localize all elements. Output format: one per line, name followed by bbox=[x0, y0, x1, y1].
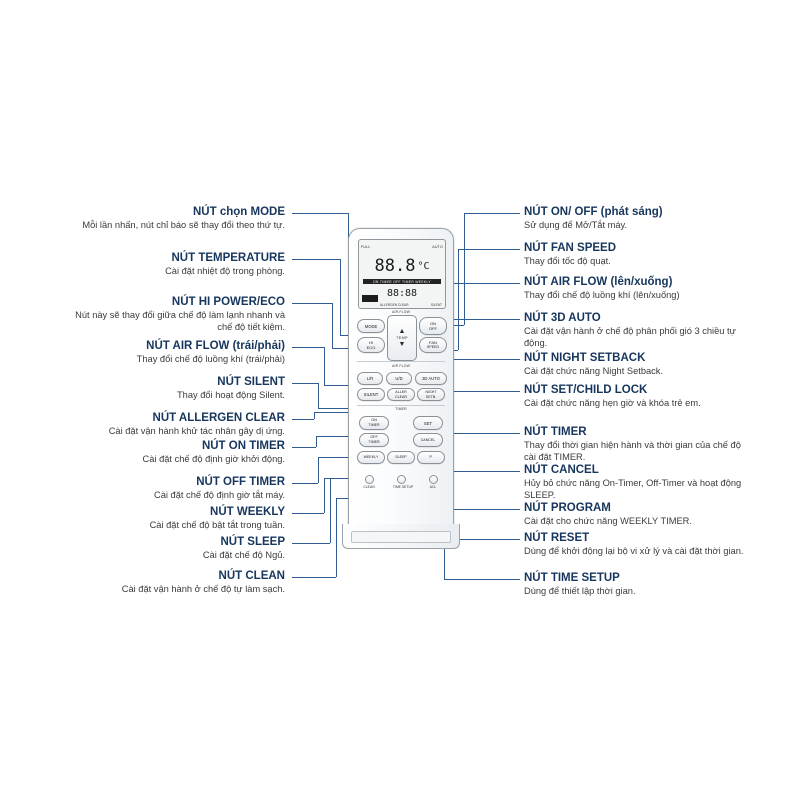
leader-line bbox=[292, 303, 332, 304]
leader-line bbox=[444, 579, 520, 580]
callout-title: NÚT PROGRAM bbox=[524, 502, 611, 514]
leader-line bbox=[336, 498, 337, 577]
callout-desc: Cài đặt vận hành ở chế độ tự làm sạch. bbox=[121, 584, 285, 594]
callout-desc: Cài đặt vận hành khử tác nhân gây dị ứng. bbox=[108, 426, 285, 436]
callout-title: NÚT CANCEL bbox=[524, 464, 599, 476]
callout-time-setup bbox=[524, 572, 754, 598]
callout-off-timer bbox=[70, 476, 285, 502]
leader-line bbox=[292, 213, 348, 214]
callout-on-off bbox=[524, 206, 754, 232]
callout-desc: Thay đổi tốc độ quạt. bbox=[524, 256, 611, 266]
leader-line bbox=[292, 577, 336, 578]
set-label: SET bbox=[423, 420, 433, 426]
remote-holder bbox=[342, 524, 460, 549]
leader-line bbox=[340, 259, 341, 335]
callout-weekly bbox=[70, 506, 285, 532]
callout-title: NÚT RESET bbox=[524, 532, 590, 544]
callout-desc: Cài đặt chức năng hẹn giờ và khóa trẻ em. bbox=[524, 398, 701, 408]
leader-line bbox=[464, 213, 465, 325]
callout-reset bbox=[524, 532, 754, 558]
lcd-footer-row bbox=[362, 302, 442, 307]
callout-title: NÚT CLEAN bbox=[218, 570, 285, 582]
callout-set-child-lock bbox=[524, 384, 754, 410]
remote-body bbox=[348, 228, 454, 530]
temperature-pad[interactable] bbox=[387, 315, 417, 361]
sleep-button[interactable] bbox=[387, 451, 415, 464]
on-off-button-label-2: OFF bbox=[429, 326, 437, 331]
clear-label: CLEAR bbox=[395, 394, 407, 399]
weekly-label: WEEKLY bbox=[363, 455, 379, 459]
callout-air-flow-lr bbox=[70, 340, 285, 366]
callout-title: NÚT HI POWER/ECO bbox=[171, 296, 285, 308]
callout-title: NÚT AIR FLOW (lên/xuống) bbox=[524, 276, 673, 288]
lcd-allergen-indicator: ALLERGEN CLEAR bbox=[380, 302, 409, 307]
callout-desc: Cài đặt chế độ bật tắt trong tuần. bbox=[149, 520, 285, 530]
setback-label: SETB. bbox=[425, 394, 437, 399]
lcd-top-row bbox=[361, 242, 443, 252]
silent-label: SILENT bbox=[363, 392, 379, 397]
callout-3d-auto bbox=[524, 312, 754, 349]
silent-button[interactable] bbox=[357, 388, 385, 401]
callout-desc: Thay đổi chế độ luồng khí (lên/xuống) bbox=[524, 290, 680, 300]
lcd-silent-indicator: SILENT bbox=[430, 302, 442, 307]
cancel-button[interactable] bbox=[413, 433, 443, 447]
callout-title: NÚT TEMPERATURE bbox=[171, 252, 285, 264]
set-button[interactable] bbox=[413, 416, 443, 430]
leader-line bbox=[318, 457, 319, 483]
on-timer-button[interactable] bbox=[359, 416, 389, 430]
callout-desc: Thay đổi chế độ luồng khí (trái/phải) bbox=[136, 354, 285, 364]
time-setup-button[interactable] bbox=[397, 475, 406, 484]
leader-line bbox=[446, 319, 520, 320]
leader-line bbox=[292, 543, 330, 544]
on-off-button[interactable] bbox=[419, 317, 447, 335]
divider bbox=[357, 361, 445, 362]
callout-fan-speed bbox=[524, 242, 754, 268]
temp-label: TEMP bbox=[396, 336, 408, 340]
callout-desc: Thay đổi thời gian hiện hành và thời gian của chế độ cài đặt TIMER. bbox=[524, 440, 741, 462]
temp-down-button[interactable]: ▼ bbox=[398, 341, 406, 348]
callout-night-setback bbox=[524, 352, 754, 378]
callout-desc: Dùng để thiết lập thời gian. bbox=[524, 586, 636, 596]
callout-clean bbox=[70, 570, 285, 596]
air-flow-ud-button[interactable] bbox=[386, 372, 412, 385]
timer-group-label: TIMER bbox=[395, 407, 407, 411]
callout-title: NÚT chọn MODE bbox=[193, 206, 285, 218]
leader-line bbox=[330, 478, 331, 543]
lcd-main-row bbox=[363, 254, 441, 278]
divider bbox=[357, 405, 445, 406]
callout-desc: Dùng để khởi động lại bộ vi xử lý và cài đặt thời gian. bbox=[524, 546, 744, 556]
on-timer-label: TIMER bbox=[368, 423, 380, 427]
remote-control bbox=[348, 228, 452, 548]
leader-line bbox=[292, 483, 318, 484]
leader-line bbox=[464, 213, 520, 214]
leader-line bbox=[324, 478, 325, 513]
lcd-mode-indicator: FULL bbox=[361, 245, 371, 249]
hi-label: HI bbox=[369, 340, 373, 345]
callout-sleep bbox=[70, 536, 285, 562]
lcd-display bbox=[358, 239, 446, 309]
leader-line bbox=[318, 383, 319, 408]
callout-air-flow-ud bbox=[524, 276, 754, 302]
callout-desc: Nút này sẽ thay đổi giữa chế độ làm lạnh nhanh và chế độ tiết kiệm. bbox=[75, 310, 285, 332]
air-flow-row-label: AIR FLOW bbox=[392, 364, 410, 368]
callout-desc: Sử dụng để Mở/Tắt máy. bbox=[524, 220, 628, 230]
leader-line bbox=[292, 513, 324, 514]
callout-desc: Cài đặt vận hành ở chế độ phân phối gió 3 chiều tự động. bbox=[524, 326, 736, 348]
callout-title: NÚT NIGHT SETBACK bbox=[524, 352, 646, 364]
callout-title: NÚT OFF TIMER bbox=[196, 476, 285, 488]
off-label: OFF bbox=[370, 435, 378, 439]
3d-auto-button[interactable] bbox=[415, 372, 447, 385]
lcd-auto-indicator: AUTO bbox=[432, 245, 443, 249]
lcd-timer-bar: ON TIMER OFF TIMER WEEKLY bbox=[363, 279, 441, 284]
callout-temperature bbox=[70, 252, 285, 278]
allergen-label: ALLER bbox=[395, 389, 407, 394]
callout-desc: Hủy bỏ chức năng On-Timer, Off-Timer và hoạt động SLEEP. bbox=[524, 478, 742, 500]
weekly-button[interactable] bbox=[357, 451, 385, 464]
callout-timer bbox=[524, 426, 754, 463]
3d-auto-label: 3D AUTO bbox=[422, 376, 440, 381]
program-button[interactable] bbox=[417, 451, 445, 464]
eco-label: ECO bbox=[366, 345, 376, 350]
allergen-clear-button[interactable] bbox=[387, 388, 415, 401]
callout-desc: Cài đặt chế độ định giờ tắt máy. bbox=[154, 490, 285, 500]
lcd-timer-value: 88:88 bbox=[386, 287, 418, 299]
speed-label: SPEED bbox=[426, 345, 440, 349]
leader-line bbox=[452, 283, 520, 284]
sleep-label: SLEEP bbox=[395, 455, 407, 459]
callout-desc: Thay đổi hoạt động Silent. bbox=[176, 390, 285, 400]
on-label: ON bbox=[371, 418, 377, 422]
callout-title: NÚT ON TIMER bbox=[201, 440, 285, 452]
leader-line bbox=[292, 259, 340, 260]
callout-desc: Mỗi lần nhấn, nút chỉ báo sẽ thay đổi theo thứ tự. bbox=[82, 220, 285, 230]
off-timer-label: TIMER bbox=[368, 440, 380, 444]
leader-line bbox=[316, 436, 317, 447]
clean-label: CLEAN bbox=[363, 485, 375, 489]
acl-label: ACL bbox=[429, 485, 437, 489]
callout-silent bbox=[70, 376, 285, 402]
callout-title: NÚT FAN SPEED bbox=[524, 242, 617, 254]
program-label: P. bbox=[429, 455, 433, 459]
callout-mode bbox=[70, 206, 285, 232]
air-flow-ud-label: U/D bbox=[395, 376, 403, 381]
callout-title: NÚT SILENT bbox=[217, 376, 285, 388]
lcd-logo bbox=[362, 295, 378, 302]
cancel-label: CANCEL bbox=[420, 437, 436, 442]
mode-button[interactable] bbox=[357, 319, 385, 333]
on-off-button-label: ON bbox=[430, 321, 436, 326]
mode-button-label: MODE bbox=[364, 323, 378, 329]
temp-up-button[interactable]: ▲ bbox=[398, 328, 406, 335]
callout-title: NÚT SLEEP bbox=[220, 536, 285, 548]
air-flow-group-label: AIR FLOW bbox=[392, 310, 410, 314]
night-label: NIGHT bbox=[425, 389, 437, 394]
callout-title: NÚT TIME SETUP bbox=[524, 572, 620, 584]
callout-desc: Cài đặt cho chức năng WEEKLY TIMER. bbox=[524, 516, 692, 526]
callout-title: NÚT SET/CHILD LOCK bbox=[524, 384, 648, 396]
callout-desc: Cài đặt chế độ định giờ khởi động. bbox=[142, 454, 285, 464]
clean-button[interactable] bbox=[365, 475, 374, 484]
callout-title: NÚT ALLERGEN CLEAR bbox=[152, 412, 285, 424]
hi-power-eco-button[interactable] bbox=[357, 337, 385, 353]
callout-desc: Cài đặt chế độ Ngủ. bbox=[202, 550, 285, 560]
callout-hi-power-eco bbox=[70, 296, 285, 333]
night-setback-button[interactable] bbox=[417, 388, 445, 401]
leader-line bbox=[324, 347, 325, 385]
leader-line bbox=[458, 249, 459, 350]
callout-on-timer bbox=[70, 440, 285, 466]
lcd-temperature-unit: °C bbox=[417, 260, 430, 272]
lcd-temperature-value: 88.8 bbox=[374, 256, 416, 276]
off-timer-button[interactable] bbox=[359, 433, 389, 447]
leader-line bbox=[292, 383, 318, 384]
callout-desc: Cài đặt chức năng Night Setback. bbox=[524, 366, 664, 376]
air-flow-lr-button[interactable] bbox=[357, 372, 383, 385]
leader-line bbox=[292, 419, 314, 420]
fan-label: FAN bbox=[429, 340, 437, 345]
leader-line bbox=[292, 447, 316, 448]
callout-desc: Cài đặt nhiệt độ trong phòng. bbox=[165, 266, 285, 276]
callout-title: NÚT 3D AUTO bbox=[524, 312, 601, 324]
air-flow-lr-label: L/R bbox=[366, 376, 374, 381]
callout-title: NÚT AIR FLOW (trái/phải) bbox=[146, 340, 285, 352]
leader-line bbox=[332, 303, 333, 348]
callout-cancel bbox=[524, 464, 754, 501]
leader-line bbox=[458, 249, 520, 250]
leader-line bbox=[314, 412, 315, 419]
acl-button[interactable] bbox=[429, 475, 438, 484]
callout-allergen-clear bbox=[70, 412, 285, 438]
fan-speed-button[interactable] bbox=[419, 337, 447, 353]
callout-program bbox=[524, 502, 754, 528]
callout-title: NÚT ON/ OFF (phát sáng) bbox=[524, 206, 663, 218]
time-setup-label: TIME SETUP bbox=[392, 485, 414, 489]
callout-title: NÚT WEEKLY bbox=[210, 506, 285, 518]
callout-title: NÚT TIMER bbox=[524, 426, 587, 438]
leader-line bbox=[292, 347, 324, 348]
